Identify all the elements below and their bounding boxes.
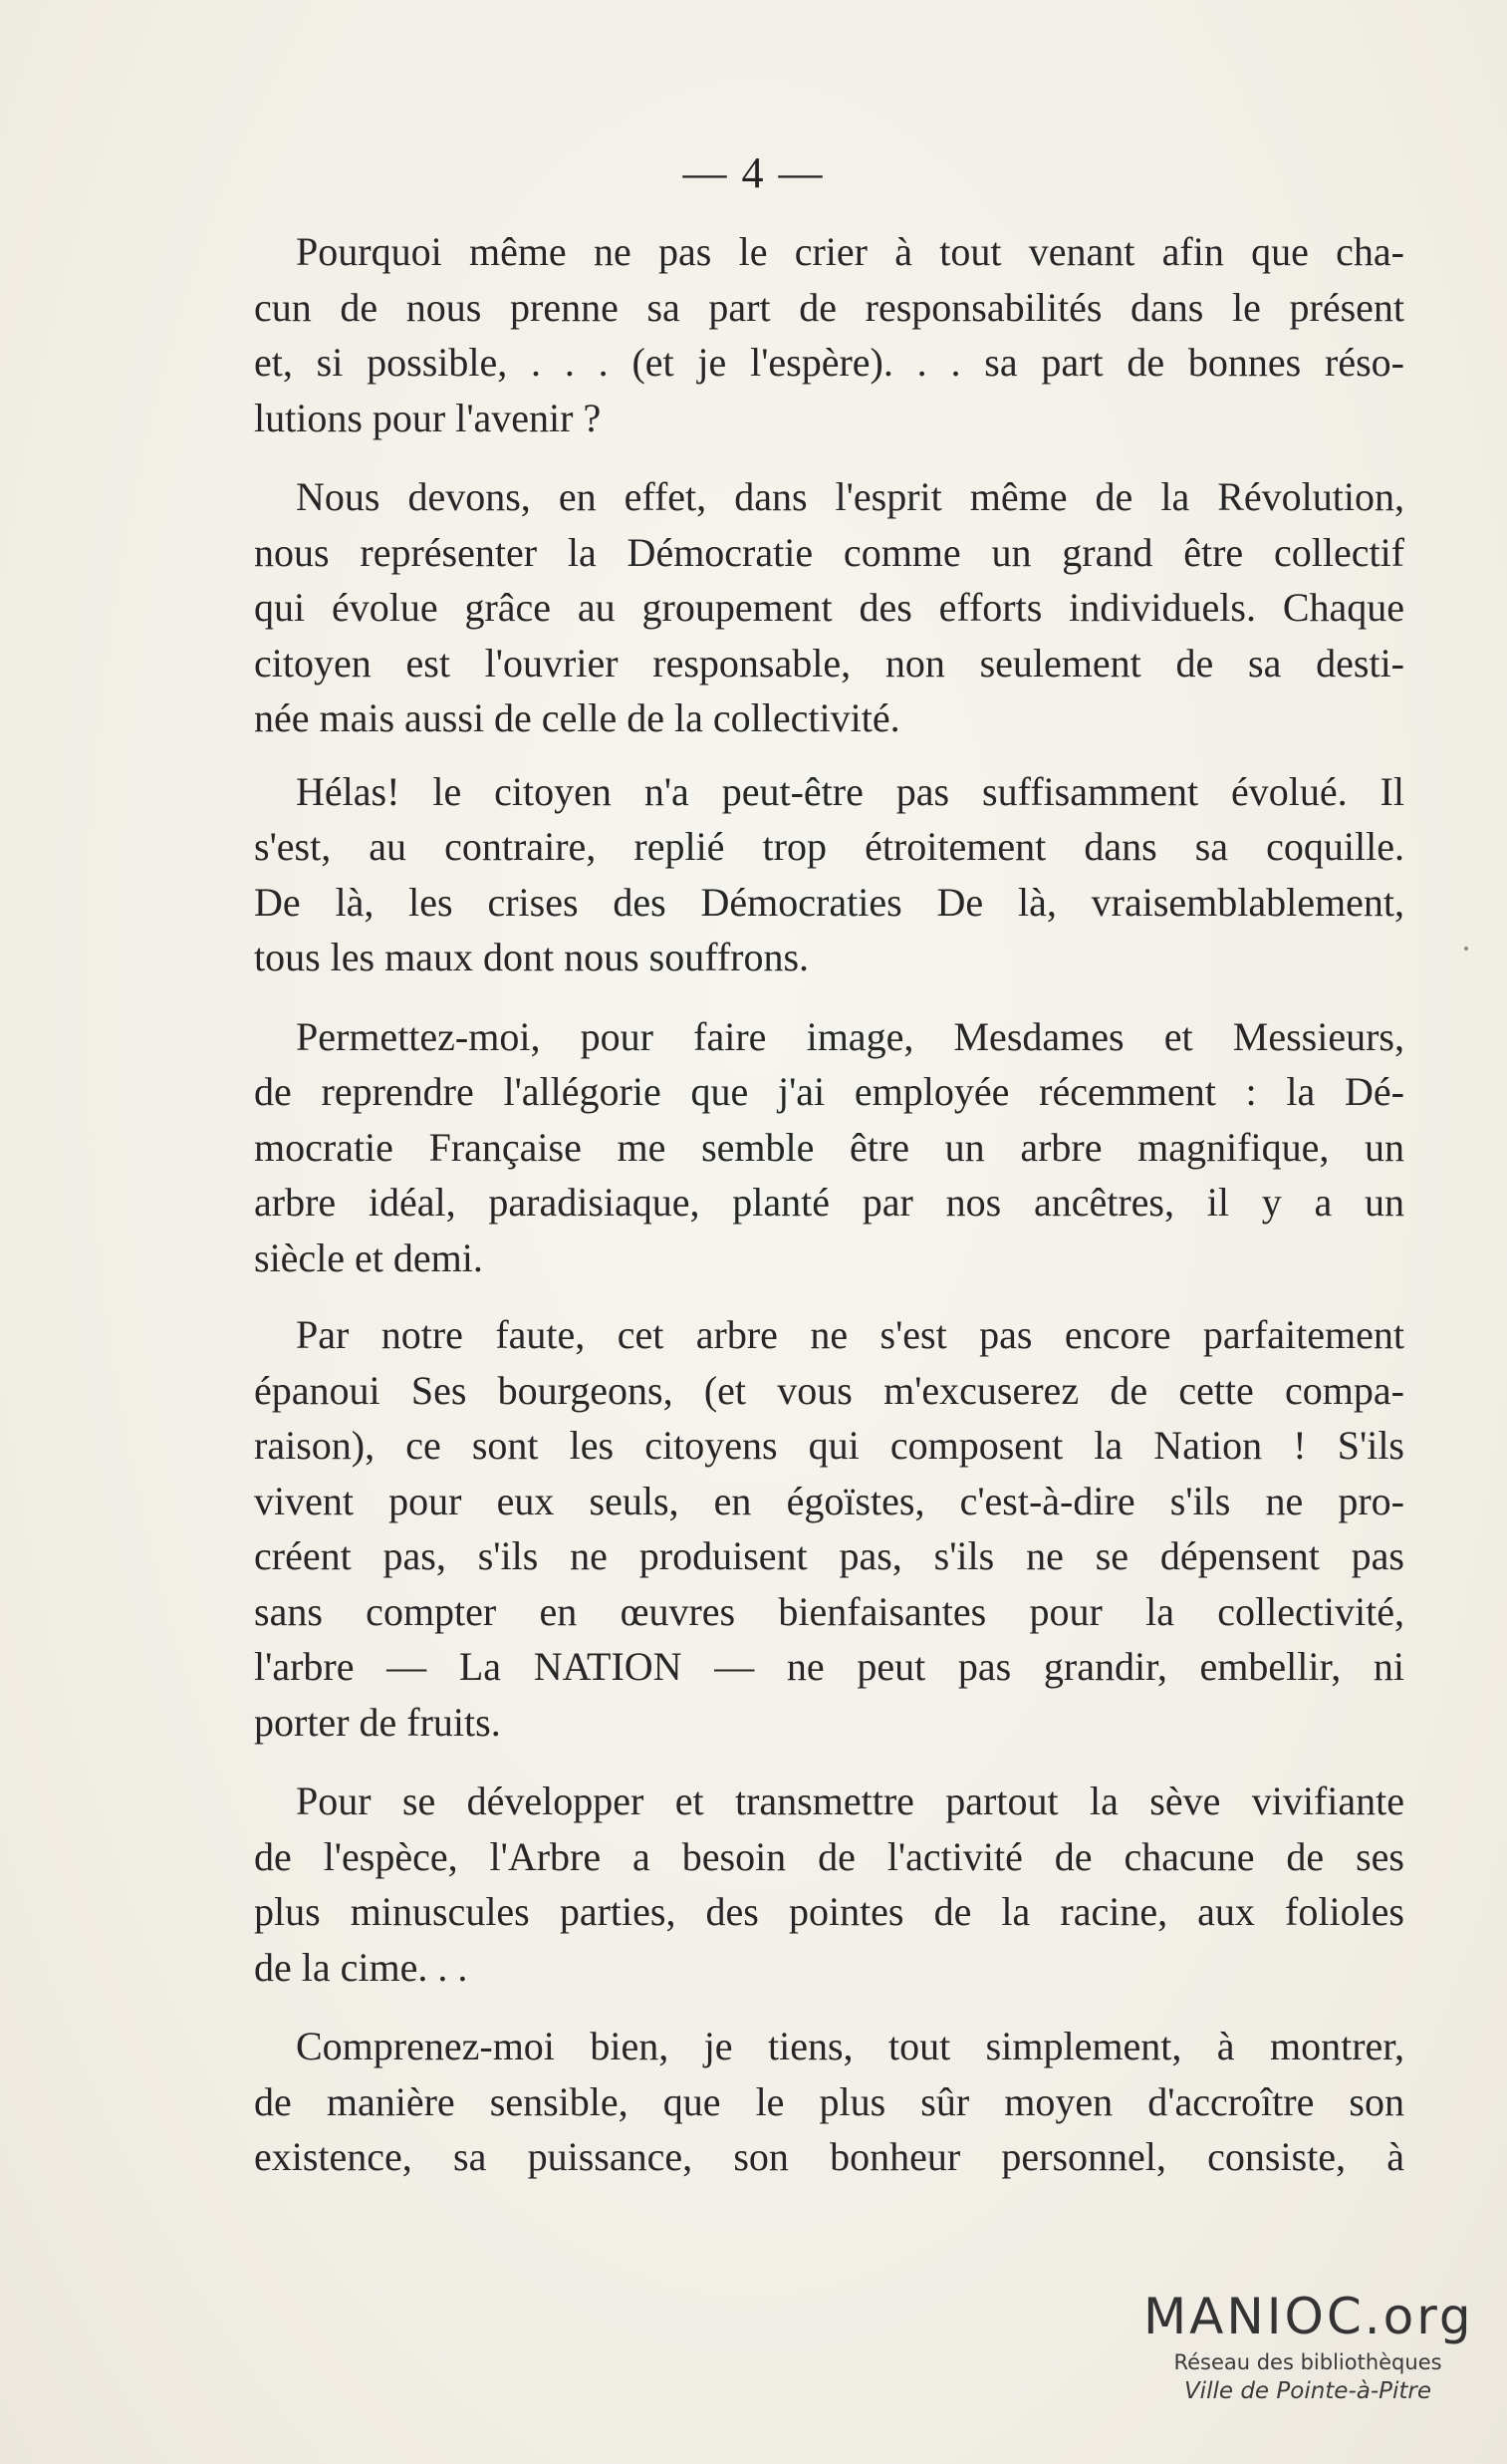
text-line: épanoui Ses bourgeons, (et vous m'excuserez de cette compa- <box>254 1367 1404 1413</box>
text-line: née mais aussi de celle de la collectivité. <box>254 695 900 740</box>
text-line: De là, les crises des Démocraties De là, vraisemblablement, <box>254 879 1404 925</box>
text-line: l'arbre — La NATION — ne peut pas grandir, embellir, ni <box>254 1644 1404 1689</box>
text-line: créent pas, s'ils ne produisent pas, s'ils ne se dépensent pas <box>254 1533 1404 1578</box>
text-line: sans compter en œuvres bienfaisantes pour la collectivité, <box>254 1588 1404 1634</box>
text-line: porter de fruits. <box>254 1699 501 1745</box>
paragraph <box>254 469 1404 746</box>
text-line: Pourquoi même ne pas le crier à tout venant afin que cha- <box>296 229 1404 274</box>
paragraph <box>254 224 1404 445</box>
text-line: Pour se développer et transmettre partout la sève vivifiante <box>296 1779 1404 1823</box>
text-line: Permettez-moi, pour faire image, Mesdames et Messieurs, <box>296 1013 1404 1059</box>
text-line: mocratie Française me semble être un arbre magnifique, un <box>254 1124 1404 1170</box>
text-line: Comprenez-moi bien, je tiens, tout simplement, à montrer, <box>296 2024 1404 2068</box>
paragraph <box>254 2019 1404 2185</box>
text-line: s'est, au contraire, replié trop étroitement dans sa coquille. <box>254 824 1404 869</box>
text-line: existence, sa puissance, son bonheur personnel, consiste, à <box>254 2134 1404 2179</box>
text-line: de reprendre l'allégorie que j'ai employée récemment : la Dé- <box>254 1069 1404 1114</box>
page-number: — 4 — <box>682 148 825 197</box>
scan-speck <box>1464 947 1468 951</box>
text-line: vivent pour eux seuls, en égoïstes, c'est-à-dire s'ils ne pro- <box>254 1478 1404 1523</box>
text-line: de manière sensible, que le plus sûr moyen d'accroître son <box>254 2078 1404 2124</box>
text-line: Hélas! le citoyen n'a peut-être pas suffisamment évolué. Il <box>296 768 1404 814</box>
text-line: arbre idéal, paradisiaque, planté par nos ancêtres, il y a un <box>254 1180 1404 1225</box>
text-line: de la cime. . . <box>254 1944 468 1990</box>
text-line: citoyen est l'ouvrier responsable, non seulement de sa desti- <box>254 640 1404 685</box>
paragraph <box>254 1774 1404 1995</box>
text-line: de l'espèce, l'Arbre a besoin de l'activité de chacune de ses <box>254 1833 1404 1879</box>
text-line: qui évolue grâce au groupement des efforts individuels. Chaque <box>254 585 1404 630</box>
text-line: lutions pour l'avenir ? <box>254 395 602 440</box>
logo-subtitle: Réseau des bibliothèques <box>1173 2350 1442 2374</box>
text-line: nous représenter la Démocratie comme un grand être collectif <box>254 529 1404 575</box>
text-line: siècle et demi. <box>254 1234 483 1280</box>
text-line: plus minuscules parties, des pointes de la racine, aux folioles <box>254 1889 1404 1934</box>
text-line: Par notre faute, cet arbre ne s'est pas encore parfaitement <box>296 1312 1404 1357</box>
text-line: tous les maux dont nous souffrons. <box>254 935 810 979</box>
text-line: et, si possible, . . . (et je l'espère). . . sa part de bonnes réso- <box>254 340 1404 385</box>
text-line: cun de nous prenne sa part de responsabilités dans le présent <box>254 284 1404 330</box>
body-text <box>254 224 1404 2209</box>
paragraph <box>254 1009 1404 1286</box>
paragraph <box>254 1307 1404 1750</box>
paragraph <box>254 764 1404 985</box>
logo-location: Ville de Pointe-à-Pitre <box>1183 2378 1432 2404</box>
text-line: Nous devons, en effet, dans l'esprit même de la Révolution, <box>296 474 1404 519</box>
manioc-logo[interactable] <box>1143 2287 1472 2404</box>
logo-wordmark: MANIOC.org <box>1143 2288 1474 2345</box>
text-line: raison), ce sont les citoyens qui composent la Nation ! S'ils <box>254 1423 1404 1468</box>
